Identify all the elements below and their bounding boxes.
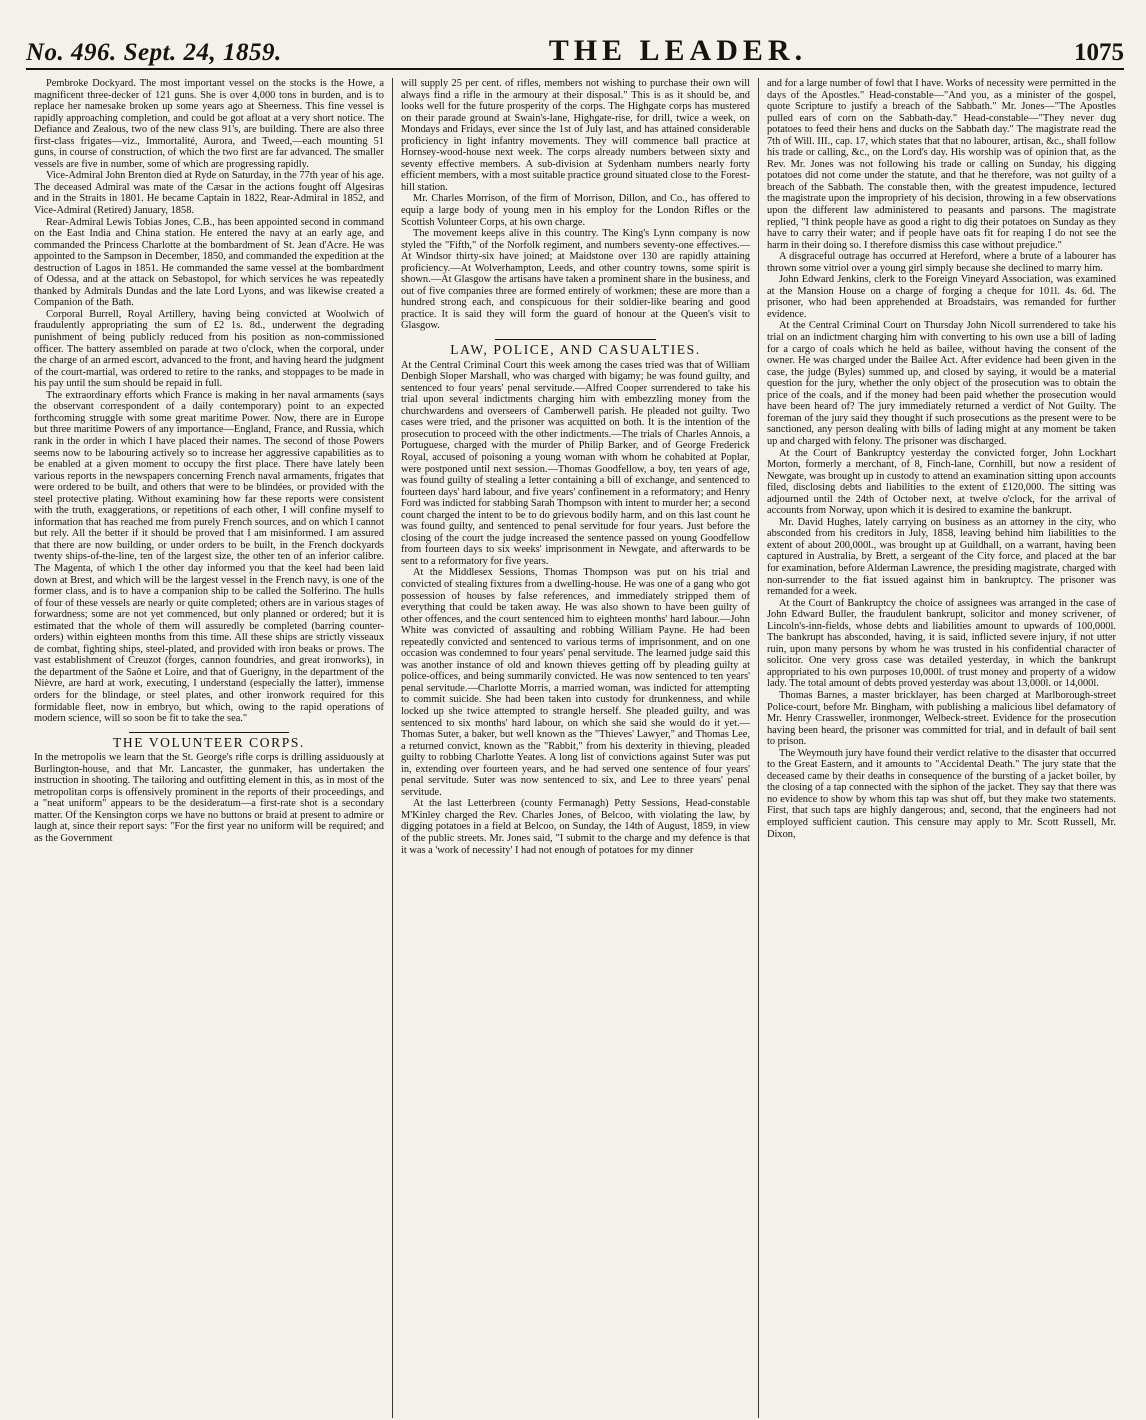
article-paragraph: Corporal Burrell, Royal Artillery, having being convicted at Woolwich of fraudulently appropriating the sum of £2 1s. 8d., underwent the degrading punishment of being publicly reduced from his position as non-commissioned officer. The battery assembled on parade at two o'clock, when the corporal, under the charge of an armed escort, advanced to the front, and having heard the judgment of the court-martial, was ordered to retire to the ranks, and stoppages to be made in his pay until the sum should be repaid in full. <box>34 308 384 390</box>
section-rule <box>495 339 656 340</box>
column-1 <box>26 78 392 1418</box>
issue-number: No. 496. <box>26 39 117 66</box>
article-paragraph: At the Central Criminal Court on Thursday John Nicoll surrendered to take his trial on an indictment charging him with converting to his own use a bill of lading for a cargo of coals which he held as bailee, without having the consent of the owner. He was charged under the Bailee Act. After evidence had been given in the case, the judge (Byles) summed up, and closed by saying, it would be a material question for the jury, whether the only object of the prosecution was to obtain the price of the coals, and if the money had been paid whether the prosecution would have been heard of? The jury immediately returned a verdict of Not Guilty. The foreman of the jury said they thought if such prosecutions as the present were to be sanctioned, any person dealing with bills of lading might at any moment be taken up and charged with felony. The prisoner was discharged. <box>766 320 1116 447</box>
article-paragraph: Pembroke Dockyard. The most important vessel on the stocks is the Howe, a magnificent three-decker of 121 guns. She is over 4,000 tons in burden, and is to replace her namesake broken up some years ago at Sheerness. This fine vessel is rapidly approaching completion, and could be got afloat at a very short notice. The Defiance and Zealous, two of the new class 91's, are building. There are also three first-class frigates—viz., Immortalité, Aurora, and Tweed,—each mounting 51 guns, in course of construction, of which the two first are far advanced. The smaller vessels are five in number, some of which are progressing rapidly. <box>34 78 384 170</box>
section-rule <box>129 732 290 733</box>
article-paragraph: Rear-Admiral Lewis Tobias Jones, C.B., has been appointed second in command on the East India and China station. He entered the navy at an early age, and commanded the Princess Charlotte at the bombardment of St. Jean d'Acre. He was appointed to the Sampson in December, 1850, and commanded the expedition at the destruction of Lagos in 1851. He commanded the same vessel at the bombardment of Odessa, and at the attack on Sebastopol, for which services he was repeatedly thanked by Admirals Dundas and the late Lord Lyons, and was likewise created a Companion of the Bath. <box>34 216 384 309</box>
article-paragraph: At the Middlesex Sessions, Thomas Thompson was put on his trial and convicted of stealing fixtures from a dwelling-house. He was one of a gang who got possession of houses by false references, and immediately stripped them of everything that could be taken away. He was also shown to have been guilty of other offences, and the court sentenced him to eighteen months' hard labour.—John White was convicted of assaulting and robbing William Payne. He had been repeatedly convicted and sentenced to various terms of imprisonment, and on one occasion was condemned to four years' penal servitude. The learned judge said this was another instance of old and known thieves getting off by pleading guilty at police-offices, and being summarily convicted. He was now sentenced to ten years' penal servitude.—Charlotte Morris, a married woman, was indicted for attempting to commit suicide. She had been taken into custody for drunkenness, and while locked up she twice attempted to strangle herself. She pleaded guilty, and was sentenced to six months' hard labour, on which she said she would do it yet.—Thomas Suter, a baker, but well known as the "Thieves' Lawyer," and Thomas Lee, a returned convict, known as the "Rabbit," from his dexterity in thieving, pleaded guilty to robbing Charlotte Yeates. A long list of convictions against Suter was put in, extending over fourteen years, and he had served one sentence of four years' penal servitude. Suter was now sentenced to six, and Lee to three years' penal servitude. <box>400 567 750 798</box>
column-2 <box>392 78 758 1418</box>
issue-date: Sept. 24, 1859. <box>123 39 282 66</box>
newspaper-title: THE LEADER. <box>548 34 808 67</box>
article-paragraph: In the metropolis we learn that the St. George's rifle corps is drilling assiduously at Burlington-house, and that Mr. Lancaster, the gunmaker, has undertaken the instruction in shooting. The tailoring and outfitting element in this, as in most of the metropolitan corps is offensively prominent in the reports of their proceedings, and a "neat uniform" appears to be the desideratum—a first-rate shot is a secondary matter. Of the Kensington corps we have no buttons or braid at present to admire or laugh at, since their report says: "For the first year no uniform will be required; and as the Government <box>34 752 384 844</box>
article-paragraph: The extraordinary efforts which France is making in her naval armaments (says the observant correspondent of a daily contemporary) point to an expected forthcoming struggle with some great maritime Power. Now, there are in Europe but three maritime Powers of any importance—England, France, and Russia, which rank in the order in which I have placed their names. The second of those Powers seems now to be labouring actively so to increase her aggressive capabilities as to be enabled at a given moment to occupy the first place. There have lately been various reports in the newspapers concerning French naval armaments, frigates that were ordered to be built, and others that were to be blindées, or provided with the steel protective plating. Without examining how far these reports were consistent with the truth, exaggerations, or repetitions of each other, I will confine myself to information that has reached me from purely French sources, and on which I cannot but rely. All the better if it should be proved that I am misinformed. I am assured that there are now building, or under orders to be built, in the French dockyards twenty ships-of-the-line, ten of the largest size, the other ten of an inferior calibre. The Magenta, of which I the other day informed you that the keel had been laid down at Brest, and which will be the largest vessel in the French navy, is one of the former class, and is to have a companion ship to be called the Solferino. The hulls of four of these vessels are nearly or quite completed; others are in various stages of forwardness; some are not yet commenced, but only planned or ordered; but it is estimated that the whole of them will assuredly be completed (barring counter-orders) within eighteen months from this time. All these ships are strictly visseaux de combat, fighting ships, steel-plated, and provided with iron beaks or prows. The vast establishment of Creuzot (forges, cannon foundries, and great ironworks), in the department of the Saône et Loire, and that of Guerigny, in the department of the Nièvre, are hard at work, executing, I understand (especially the latter), immense orders for the blindage, or steel plates, and other ironwork required for this formidable fleet, now in embryo, but which, owing to the rapid operations of modern science, will so soon be fit to take the sea." <box>34 389 384 725</box>
section-heading: THE VOLUNTEER CORPS. <box>113 734 305 750</box>
article-paragraph: The Weymouth jury have found their verdict relative to the disaster that occurred to the Great Eastern, and it amounts to "Accidental Death." The jury state that the deceased came by their deaths in consequence of the bursting of a jacket boiler, by the closing of a tap connected with the siphon of the jacket. They say that there was no evidence to show by whom this tap was shut off, but they make two statements. First, that such taps are highly dangerous; and, second, that the engineers had not employed sufficient caution. This censure may apply to Mr. Scott Russell, Mr. Dixon, <box>766 747 1116 840</box>
article-paragraph: Mr. David Hughes, lately carrying on business as an attorney in the city, who absconded from his creditors in July, 1858, leaving behind him liabilities to the extent of about 200,000l., was brought up at Guildhall, on a warrant, having been captured in Australia, by Brett, a sergeant of the City force, and placed at the bar for examination, before Alderman Lawrence, the presiding magistrate, charged with non-surrender to the fiat issued against him in bankruptcy. The prisoner was remanded for a week. <box>766 516 1116 598</box>
article-paragraph: At the last Letterbreen (county Fermanagh) Petty Sessions, Head-constable M'Kinley charged the Rev. Charles Jones, of Belcoo, with violating the law, by digging potatoes in a field at Belcoo, on Sunday, the 14th of August, 1859, in view of the public streets. Mr. Jones said, "I submit to the charge and my defence is that it was a 'work of necessity' I had not enough of potatoes for my dinner <box>400 798 750 856</box>
article-paragraph: The movement keeps alive in this country. The King's Lynn company is now styled the "Fifth," of the Norfolk regiment, and numbers seventy-one effectives.—At Windsor thirty-six have joined; at Maidstone over 130 are rapidly attaining proficiency.—At Wolverhampton, Leeds, and other country towns, some spirit is shown.—At Glasgow the artisans have taken a prominent share in the business, and out of five companies three are formed entirely of workmen; these are more than a hundred strong each, and conspicuous for their soldier-like bearing and good practice. It is said they will form the guard of honour at the Queen's visit to Glasgow. <box>400 228 750 332</box>
column-3 <box>758 78 1124 1418</box>
article-paragraph: At the Central Criminal Court this week among the cases tried was that of William Denbigh Sloper Marshall, who was charged with bigamy; he was found guilty, and sentenced to four years' penal servitude.—Alfred Cooper surrendered to take his trial upon several indictments charging him with embezzling money from the churchwardens and overseers of Camberwell parish. He pleaded not guilty. Two cases were tried, and the prisoner was acquitted on both. It is the intention of the prosecution to proceed with the other indictments.—The trials of Charles Annois, a Portuguese, charged with the murder of Philip Barker, and of George Frederick Royal, accused of poisoning a young woman with whom he cohabited at Poplar, were postponed until next session.—Thomas Goodfellow, a boy, ten years of age, was found guilty of stealing a letter containing a bill of exchange, and sentenced to fourteen days' hard labour, and five years' confinement in a reformatory; and Henry Ford was indicted for stabbing Sarah Thompson with intent to murder her; a second count charged the intent to be to do grievous bodily harm, and on this last count he was found guilty, and sentenced to penal servitude for four years. Just before the closing of the court the judge increased the sentence passed on young Goodfellow from fourteen days to six weeks' imprisonment in Newgate, and afterwards to be sent to a reformatory for five years. <box>400 359 750 567</box>
article-paragraph: A disgraceful outrage has occurred at Hereford, where a brute of a labourer has thrown some vitriol over a young girl simply because she declined to marry him. <box>766 251 1116 274</box>
columns <box>26 78 1124 1418</box>
article-paragraph: At the Court of Bankruptcy yesterday the convicted forger, John Lockhart Morton, formerly a merchant, of 8, Finch-lane, Cornhill, but now a resident of Newgate, was brought up in custody to attend an examination sitting upon accounts filed, disclosing debts and liabilities to the extent of £120,000. The sitting was adjourned until the 24th of October next, at twelve o'clock, for the arrival of accounts from Norway, upon which it is desired to examine the bankrupt. <box>766 447 1116 517</box>
issue-date-line <box>26 39 282 67</box>
article-paragraph: At the Court of Bankruptcy the choice of assignees was arranged in the case of John Edward Buller, the fraudulent bankrupt, solicitor and money scrivener, of Lincoln's-inn-fields, whose debts and liabilities amount to upwards of 100,000l. The bankrupt has absconded, having, it is said, inflicted severe injury, if not utter ruin, upon many persons by whom he was trusted in his confidential character of solicitor. One very gross case was detailed yesterday, in which the bankrupt appropriated to his own purposes 10,000l. of trust money and property of a widow lady. The total amount of debts proved yesterday was about 13,000l. or 14,000l. <box>766 597 1116 690</box>
article-paragraph: will supply 25 per cent. of rifles, members not wishing to purchase their own will always find a rifle in the armoury at their disposal." This is as it should be, and looks well for the future prosperity of the corps. The Highgate corps has mustered on their parade ground at Swain's-lane, Highgate-rise, for drill, twice a week, on Mondays and Fridays, ever since the 1st of July last, and has attained considerable proficiency in light infantry movements. They will commence ball practice at Hornsey-wood-house next week. The corps already numbers between sixty and seventy effective members. A sub-division at Sydenham numbers nearly forty efficient members, with a most suitable practice ground situated close to the Forest-hill station. <box>400 78 750 193</box>
article-paragraph: Vice-Admiral John Brenton died at Ryde on Saturday, in the 77th year of his age. The deceased Admiral was mate of the Cæsar in the actions fought off Algesiras and in the Straits in 1801. He became Captain in 1822, Rear-Admiral in 1852, and Vice-Admiral (Retired) January, 1858. <box>34 170 384 217</box>
article-paragraph: Thomas Barnes, a master bricklayer, has been charged at Marlborough-street Police-court, before Mr. Bingham, with publishing a malicious libel defamatory of Mr. Henry Crassweller, ironmonger, Welbeck-street. Evidence for the prosecution having been heard, the prisoner was committed for trial, and in default of bail sent to prison. <box>766 689 1116 748</box>
article-paragraph: and for a large number of fowl that I have. Works of necessity were permitted in the days of the Apostles." Head-constable—"And you, as a minister of the gospel, quote Scripture to justify a breach of the Sabbath." Mr. Jones—"The Apostles pulled ears of corn on the Sabbath-day." Head-constable—"They never dug potatoes to feed their hens and ducks on the Sabbath day." The magistrate read the 7th of Will. III., cap. 17, which states that that no labourer, artisan, &c., shall follow his trade or calling, &c., on the Lord's day. His worship was of opinion that, as the Rev. Mr. Jones was not following his trade or calling on Sunday, his digging potatoes did not come under the statute, and that he therefore, was not guilty of a breach of the Sabbath. The constable then, with the greatest impudence, lectured the magistrate upon the impropriety of his decision, throwing in a few observations upon the different law administered to peasants and parsons. The magistrate replied, "I think people have as good a right to dig their potatoes on Sunday as they have to carry their water; and if people have oats fit for reaping I do not see the harm in their doing so. I therefore dismiss this case without prejudice." <box>766 78 1116 251</box>
article-paragraph: John Edward Jenkins, clerk to the Foreign Vineyard Association, was examined at the Mansion House on a charge of forging a cheque for 101l. 4s. 6d. The prisoner, who had been apprehended at Broadstairs, was remanded for further evidence. <box>766 274 1116 320</box>
page-number: 1075 <box>1074 39 1124 66</box>
section-heading: LAW, POLICE, AND CASUALTIES. <box>450 342 701 358</box>
article-paragraph: Mr. Charles Morrison, of the firm of Morrison, Dillon, and Co., has offered to equip a large body of young men in his employ for the London Rifles or the Scottish Volunteer Corps, at his own charge. <box>400 193 750 228</box>
masthead <box>26 34 1124 70</box>
